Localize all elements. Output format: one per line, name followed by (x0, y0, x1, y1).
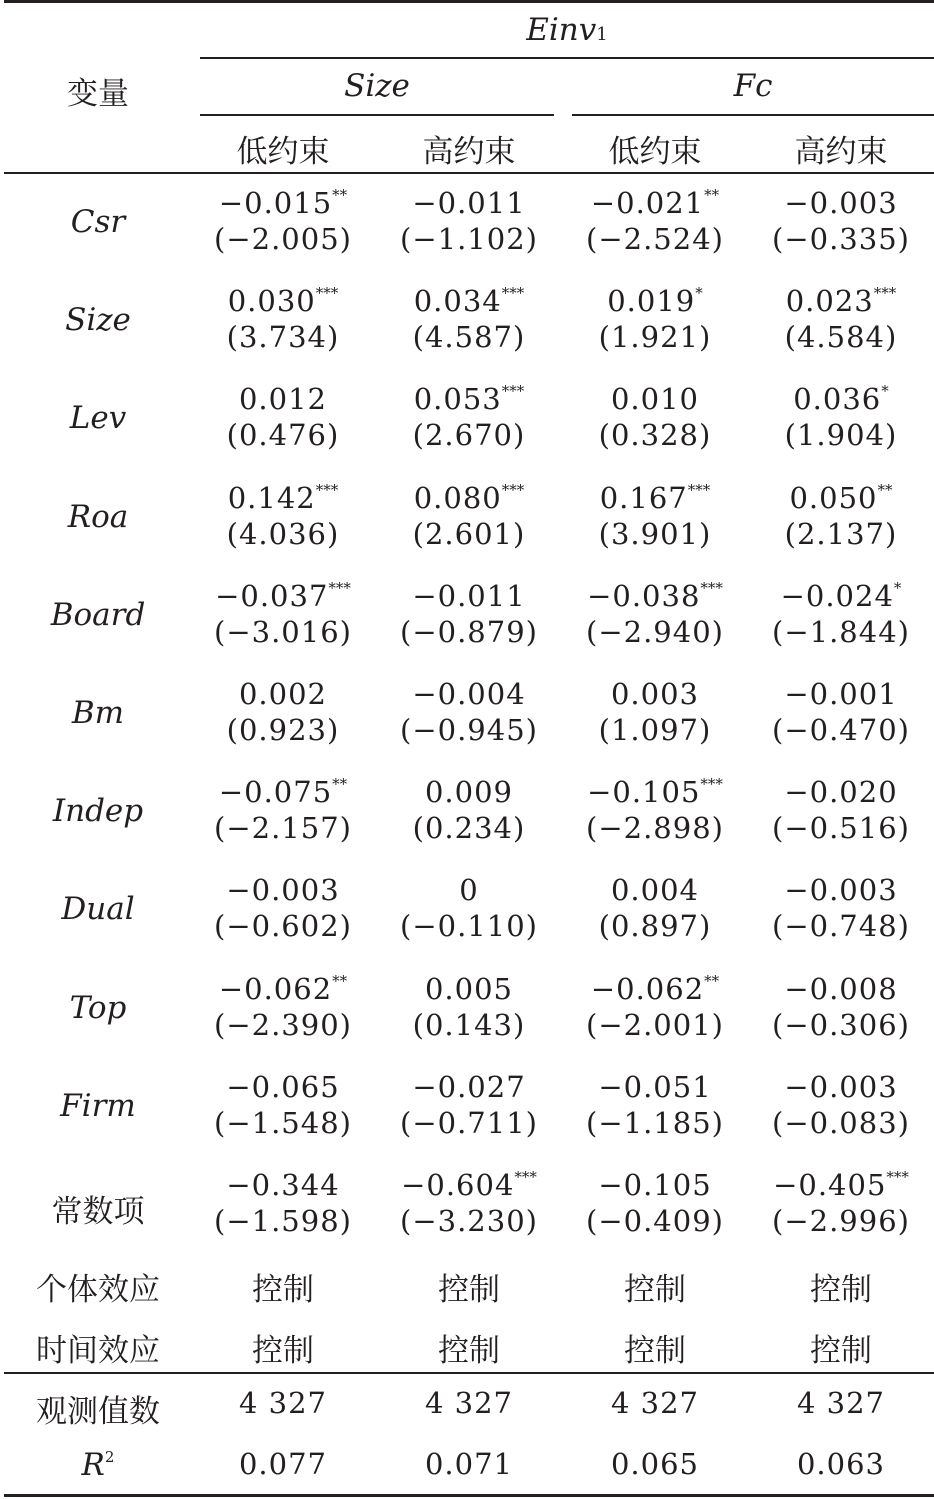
row-label: Board (50, 596, 146, 633)
coef-cell (376, 1168, 562, 1202)
stat-label (0, 1447, 196, 1483)
significance-stars: ** (332, 186, 348, 204)
t-stat-cell: (0.143) (412, 1007, 526, 1042)
coef-cell (190, 1070, 376, 1104)
coef-cell (376, 186, 562, 220)
t-stat-cell: (0.476) (226, 418, 340, 453)
t-stat-cell: (−0.110) (400, 909, 538, 944)
significance-stars: *** (687, 480, 711, 499)
t-stat-cell: (−0.083) (772, 1105, 910, 1140)
stub-label: 变量 (67, 76, 129, 112)
coef-value: −0.003 (226, 873, 340, 908)
coef-value: −0.024 (780, 578, 894, 613)
control-cell: 控制 (624, 1333, 686, 1369)
coef-value: −0.003 (784, 873, 898, 908)
row-label: Size (65, 302, 131, 339)
t-stat-cell: (2.601) (412, 516, 526, 551)
coef-value: 0.030 (227, 284, 316, 319)
coef-cell (562, 579, 748, 613)
coef-cell (376, 775, 562, 809)
coef-value: −0.062 (590, 971, 705, 1006)
dependent-var-name: Einv (526, 12, 597, 48)
coef-value: −0.003 (784, 186, 898, 220)
coef-cell (562, 481, 748, 515)
column-header: 低约束 (236, 134, 330, 170)
coef-cell (748, 382, 934, 416)
coef-value: 0 (459, 873, 479, 908)
t-stat-cell: (−1.598) (214, 1204, 352, 1238)
control-label: 个体效应 (36, 1272, 160, 1308)
t-stat-cell: (4.584) (784, 320, 898, 355)
coef-value: −0.011 (412, 186, 526, 220)
significance-stars: *** (700, 775, 723, 794)
header-bottom-rule (4, 172, 934, 174)
t-stat-cell: (−0.945) (400, 713, 538, 747)
bottom-rule (4, 1494, 934, 1497)
stat-label-superscript: 2 (104, 1448, 115, 1466)
coef-value: 0.010 (610, 382, 700, 417)
coef-value: 0.050 (789, 480, 878, 515)
t-stat-cell: (−3.230) (400, 1204, 538, 1238)
t-stat-cell: (−0.516) (772, 811, 910, 846)
control-cell: 控制 (810, 1333, 872, 1369)
top-rule (4, 0, 934, 3)
coef-cell (748, 284, 934, 318)
coef-value: 0.019 (607, 284, 696, 319)
t-stat-cell: (−0.470) (772, 713, 910, 747)
stat-label-text: 观测值数 (36, 1394, 160, 1430)
control-cell: 控制 (252, 1333, 314, 1369)
row-label: Bm (71, 695, 125, 731)
t-stat-cell: (0.234) (412, 811, 526, 846)
coef-value: 0.012 (238, 382, 328, 417)
significance-stars: *** (501, 480, 525, 499)
control-cell: 控制 (624, 1272, 686, 1308)
coef-value: −0.062 (218, 971, 333, 1006)
row-label: Csr (70, 204, 126, 240)
significance-stars: ** (877, 480, 893, 499)
t-stat-cell: (−1.548) (214, 1105, 352, 1140)
control-cell: 控制 (810, 1272, 872, 1308)
coef-cell (562, 1070, 748, 1104)
stat-cell: 4 327 (610, 1386, 700, 1420)
row-label: Indep (52, 793, 144, 830)
control-cell: 控制 (252, 1272, 314, 1308)
t-stat-cell: (0.923) (226, 713, 340, 747)
stats-divider-rule (4, 1372, 934, 1374)
control-label: 时间效应 (36, 1333, 160, 1369)
coef-cell (562, 972, 748, 1006)
significance-stars: *** (501, 382, 525, 401)
significance-stars: *** (514, 1168, 537, 1186)
coef-cell (190, 873, 376, 907)
group-label-size: Size (344, 68, 410, 104)
t-stat-cell: (−2.898) (586, 811, 724, 846)
t-stat-cell: (0.897) (598, 909, 712, 944)
coef-value: 0.080 (413, 480, 502, 515)
coef-value: 0.005 (424, 971, 514, 1006)
coef-cell (748, 186, 934, 220)
t-stat-cell: (3.901) (598, 516, 712, 551)
einv-underline (200, 57, 934, 59)
significance-stars: *** (315, 284, 339, 303)
control-cell: 控制 (438, 1272, 500, 1308)
coef-cell (562, 186, 748, 220)
t-stat-cell: (−1.844) (772, 614, 910, 649)
t-stat-cell: (−0.711) (400, 1105, 538, 1140)
coef-cell (748, 1070, 934, 1104)
significance-stars: ** (704, 186, 720, 204)
t-stat-cell: (4.587) (412, 320, 526, 355)
t-stat-cell: (3.734) (226, 320, 340, 355)
coef-cell (562, 1168, 748, 1202)
coef-cell (376, 481, 562, 515)
coef-cell (748, 775, 934, 809)
stat-cell: 4 327 (796, 1386, 886, 1420)
coef-value: −0.051 (598, 1069, 712, 1104)
coef-value: 0.004 (610, 873, 700, 908)
significance-stars: * (893, 578, 902, 597)
coef-cell (562, 382, 748, 416)
stat-cell: 0.071 (424, 1447, 514, 1481)
t-stat-cell: (−2.940) (586, 614, 724, 649)
stat-cell: 0.077 (238, 1447, 328, 1481)
row-label: Roa (67, 498, 129, 535)
coef-value: 0.003 (610, 677, 700, 711)
coef-cell (562, 677, 748, 711)
t-stat-cell: (−2.157) (214, 811, 352, 846)
coef-cell (190, 186, 376, 220)
coef-value: 0.053 (413, 382, 502, 417)
t-stat-cell: (1.921) (598, 320, 712, 355)
column-header: 高约束 (794, 134, 888, 170)
t-stat-cell: (−0.409) (586, 1204, 724, 1238)
t-stat-cell: (−0.879) (400, 614, 538, 649)
coef-value: 0.167 (599, 480, 688, 515)
t-stat-cell: (−0.335) (772, 222, 910, 256)
coef-cell (748, 972, 934, 1006)
t-stat-cell: (1.097) (598, 713, 712, 747)
t-stat-cell: (−0.602) (214, 909, 352, 944)
coef-cell (376, 972, 562, 1006)
t-stat-cell: (−1.102) (400, 222, 538, 256)
control-cell: 控制 (438, 1333, 500, 1369)
coef-value: −0.015 (218, 186, 333, 220)
coef-value: 0.142 (227, 480, 316, 515)
t-stat-cell: (4.036) (226, 516, 340, 551)
column-header: 高约束 (422, 134, 516, 170)
stat-cell: 0.065 (610, 1447, 700, 1481)
t-stat-cell: (−0.748) (772, 909, 910, 944)
t-stat-cell: (2.137) (784, 516, 898, 551)
coef-value: −0.020 (784, 775, 898, 810)
coef-cell (562, 775, 748, 809)
coef-value: 0.023 (785, 284, 874, 319)
t-stat-cell: (−1.185) (586, 1105, 724, 1140)
coef-value: 0.036 (793, 382, 882, 417)
coef-cell (376, 382, 562, 416)
t-stat-cell: (1.904) (784, 418, 898, 453)
coef-cell (376, 579, 562, 613)
size-underline (200, 114, 554, 116)
t-stat-cell: (−2.996) (772, 1204, 910, 1238)
row-label: Dual (61, 891, 135, 928)
significance-stars: ** (332, 775, 348, 794)
coef-cell (190, 382, 376, 416)
coef-cell (562, 873, 748, 907)
row-label: 常数项 (51, 1194, 145, 1230)
coef-value: −0.065 (226, 1069, 340, 1104)
coef-cell (376, 873, 562, 907)
fc-underline (572, 114, 934, 116)
coef-cell (376, 677, 562, 711)
coef-cell (190, 1168, 376, 1202)
group-label-fc: Fc (733, 68, 773, 104)
coef-cell (748, 579, 934, 613)
coef-cell (562, 284, 748, 318)
significance-stars: *** (873, 284, 897, 303)
coef-value: −0.001 (784, 677, 898, 711)
coef-value: −0.021 (590, 186, 705, 220)
row-label: Firm (60, 1087, 136, 1124)
coef-cell (190, 775, 376, 809)
coef-cell (190, 972, 376, 1006)
significance-stars: *** (328, 578, 351, 597)
coef-value: −0.075 (218, 775, 333, 810)
row-label: Top (69, 989, 127, 1026)
coef-cell (190, 677, 376, 711)
significance-stars: ** (704, 971, 720, 990)
coef-value: −0.011 (412, 578, 526, 613)
row-label: Lev (69, 400, 127, 437)
significance-stars: *** (315, 480, 339, 499)
coef-value: −0.038 (587, 578, 701, 613)
coef-value: 0.009 (424, 775, 514, 810)
significance-stars: *** (700, 578, 723, 597)
stat-label-text: R (81, 1447, 105, 1483)
t-stat-cell: (0.328) (598, 418, 712, 453)
t-stat-cell: (−2.390) (214, 1007, 352, 1042)
coef-value: −0.604 (401, 1168, 515, 1202)
coef-value: −0.105 (598, 1168, 712, 1202)
stat-cell: 0.063 (796, 1447, 886, 1481)
coef-cell (748, 1168, 934, 1202)
coef-value: −0.105 (587, 775, 701, 810)
dependent-var-label (200, 12, 934, 48)
coef-value: −0.008 (784, 971, 898, 1006)
coef-value: −0.004 (412, 677, 526, 711)
t-stat-cell: (−0.306) (772, 1007, 910, 1042)
coef-cell (748, 677, 934, 711)
coef-value: −0.405 (773, 1168, 887, 1202)
coef-value: 0.002 (238, 677, 328, 711)
coef-value: −0.027 (412, 1069, 526, 1104)
significance-stars: *** (886, 1168, 909, 1186)
column-header: 低约束 (608, 134, 702, 170)
coef-cell (376, 284, 562, 318)
significance-stars: * (695, 284, 703, 303)
t-stat-cell: (−3.016) (214, 614, 352, 649)
coef-value: −0.037 (215, 578, 329, 613)
t-stat-cell: (−2.524) (586, 222, 724, 256)
coef-value: 0.034 (413, 284, 502, 319)
coef-value: −0.344 (226, 1168, 340, 1202)
coef-cell (190, 579, 376, 613)
coef-cell (748, 873, 934, 907)
stat-label (0, 1386, 196, 1431)
coef-cell (190, 481, 376, 515)
dependent-var-subscript: 1 (596, 24, 608, 45)
t-stat-cell: (−2.001) (586, 1007, 724, 1042)
t-stat-cell: (2.670) (412, 418, 526, 453)
coef-cell (748, 481, 934, 515)
t-stat-cell: (−2.005) (214, 222, 352, 256)
significance-stars: ** (332, 971, 348, 990)
coef-value: −0.003 (784, 1069, 898, 1104)
stat-cell: 4 327 (238, 1386, 328, 1420)
stat-cell: 4 327 (424, 1386, 514, 1420)
significance-stars: * (881, 382, 889, 401)
coef-cell (190, 284, 376, 318)
coef-cell (376, 1070, 562, 1104)
significance-stars: *** (501, 284, 525, 303)
